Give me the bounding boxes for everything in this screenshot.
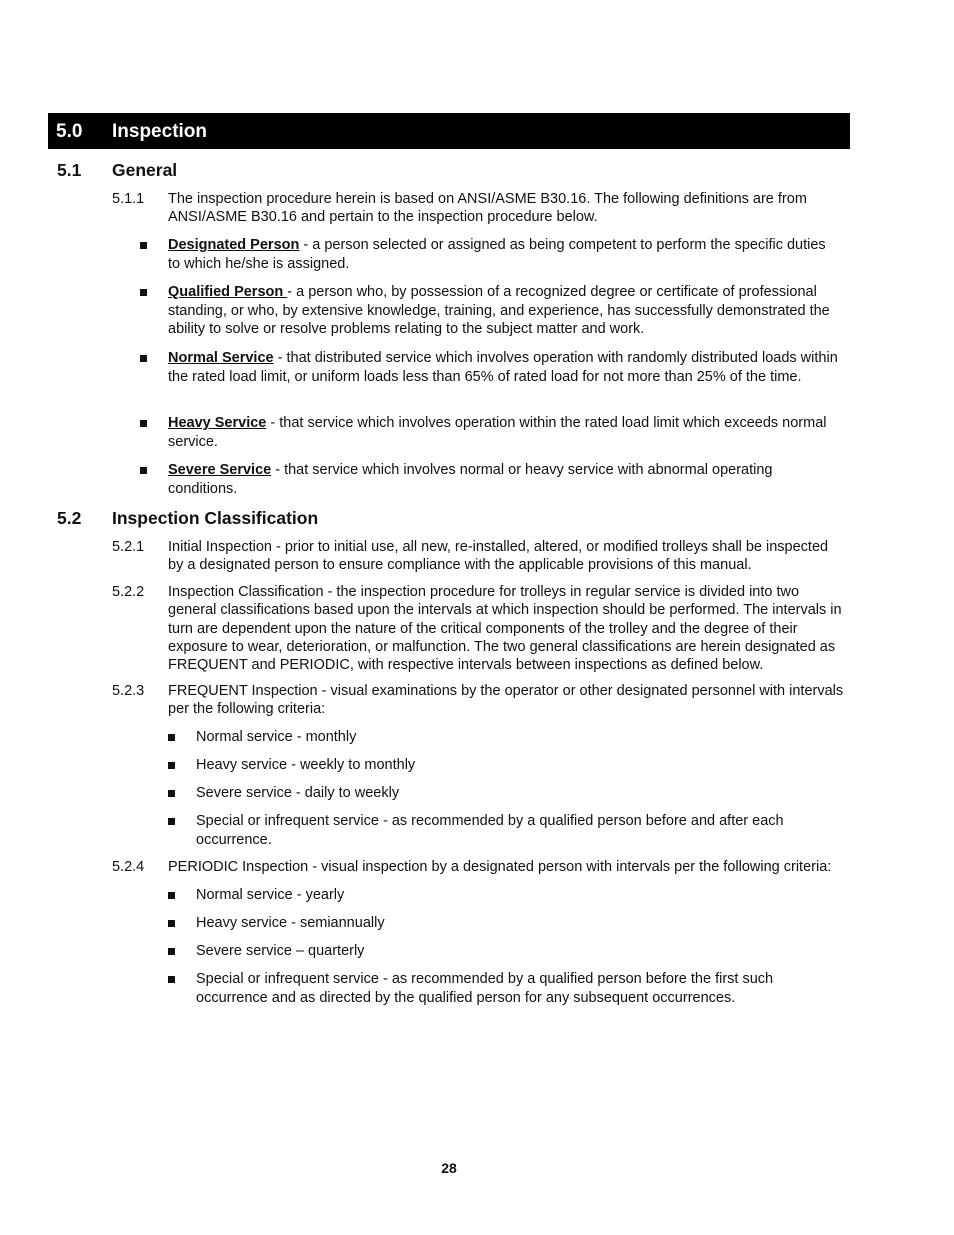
bullet-square-icon — [140, 420, 147, 427]
bullet-square-icon — [168, 976, 175, 983]
definition-term: Heavy Service — [168, 415, 267, 431]
paragraph-number: 5.2.3 — [112, 683, 145, 699]
bullet-square-icon — [140, 289, 147, 296]
definition-term: Normal Service — [168, 350, 274, 366]
list-item — [168, 756, 808, 775]
definition-text: - a person selected or assigned as being competent to perform the specific duties to which he/she is assigned. — [168, 237, 826, 272]
definition-text: - that service which involves operation within the rated load limit which exceeds normal service. — [168, 415, 827, 450]
definition-item — [140, 236, 840, 273]
list-item-text: Heavy service - semiannually — [196, 915, 385, 931]
paragraph-5-2-4 — [112, 858, 844, 876]
list-item-text: Severe service – quarterly — [196, 943, 365, 959]
definition-item — [140, 283, 844, 339]
definition-item — [140, 349, 840, 386]
bullet-square-icon — [168, 734, 175, 741]
list-item — [168, 812, 808, 849]
definition-text: - that service which involves normal or heavy service with abnormal operating conditions. — [168, 462, 773, 497]
paragraph-text: The inspection procedure herein is based on ANSI/ASME B30.16. The following definitions are from ANSI/ASME B30.16 and pertain to the inspection procedure below. — [168, 191, 807, 226]
list-item-text: Severe service - daily to weekly — [196, 785, 400, 801]
page-number: 28 — [441, 1160, 457, 1176]
paragraph-text: FREQUENT Inspection - visual examinations by the operator or other designated personnel with intervals per the following criteria: — [168, 683, 844, 718]
bullet-square-icon — [168, 920, 175, 927]
paragraph-number: 5.2.2 — [112, 584, 145, 600]
paragraph-number: 5.2.1 — [112, 539, 145, 555]
bullet-square-icon — [168, 790, 175, 797]
bullet-square-icon — [140, 355, 147, 362]
list-item — [168, 970, 808, 1007]
bullet-square-icon — [168, 818, 175, 825]
list-item-text: Normal service - yearly — [196, 887, 345, 903]
paragraph-5-2-2 — [112, 583, 844, 674]
paragraph-number: 5.2.4 — [112, 859, 145, 875]
list-item-text: Special or infrequent service - as recommended by a qualified person before the first such occurrence and as directed by the qualified person for any subsequent occurrences. — [196, 971, 774, 1006]
definition-term: Designated Person — [168, 237, 300, 253]
definition-text: - that distributed service which involves operation with randomly distributed loads within the rated load limit, or uniform loads less than 65% of rated load for not more than 25% of the time. — [168, 350, 838, 385]
list-item — [168, 942, 808, 961]
bullet-square-icon — [140, 242, 147, 249]
definition-item — [140, 414, 844, 451]
heading-number: 5.2 — [57, 508, 82, 528]
heading-title: Inspection Classification — [112, 508, 319, 528]
section-header-bar — [48, 113, 850, 149]
bullet-square-icon — [140, 467, 147, 474]
heading-number: 5.1 — [57, 160, 82, 180]
heading-general — [57, 160, 177, 181]
paragraph-5-2-3 — [112, 682, 844, 719]
heading-inspection-classification — [57, 508, 318, 529]
definition-text: - a person who, by possession of a recognized degree or certificate of professional standing, or who, by extensive knowledge, training, and experience, has successfully demonstrated the ability to solve or resolve problems relating to the subject matter and work. — [168, 284, 830, 338]
definition-term: Severe Service — [168, 462, 272, 478]
paragraph-text: Inspection Classification - the inspection procedure for trolleys in regular service is divided into two general classifications based upon the intervals at which inspection should be performed. The intervals in turn are dependent upon the nature of the critical components of the trolley and the degree of their exposure to wear, deterioration, or malfunction. The two general classifications are herein designated as FREQUENT and PERIODIC, with respective intervals between inspections as defined below. — [168, 584, 842, 674]
list-item-text: Normal service - monthly — [196, 729, 357, 745]
list-item — [168, 914, 808, 933]
list-item — [168, 886, 808, 905]
bullet-square-icon — [168, 948, 175, 955]
paragraph-text: Initial Inspection - prior to initial use, all new, re-installed, altered, or modified trolleys shall be inspected by a designated person to ensure compliance with the applicable provisions of this manual. — [168, 539, 829, 574]
heading-title: General — [112, 160, 178, 180]
definition-term: Qualified Person — [168, 284, 288, 300]
paragraph-5-2-1 — [112, 538, 844, 575]
bullet-square-icon — [168, 762, 175, 769]
list-item — [168, 784, 808, 803]
paragraph-number: 5.1.1 — [112, 191, 145, 207]
paragraph-5-1-1 — [112, 190, 844, 227]
section-title: Inspection — [112, 121, 208, 142]
list-item-text: Special or infrequent service - as recommended by a qualified person before and after each occurrence. — [196, 813, 784, 848]
list-item-text: Heavy service - weekly to monthly — [196, 757, 416, 773]
section-number: 5.0 — [56, 121, 83, 142]
paragraph-text: PERIODIC Inspection - visual inspection by a designated person with intervals per the following criteria: — [168, 859, 832, 875]
list-item — [168, 728, 808, 747]
definition-item — [140, 461, 830, 498]
bullet-square-icon — [168, 892, 175, 899]
